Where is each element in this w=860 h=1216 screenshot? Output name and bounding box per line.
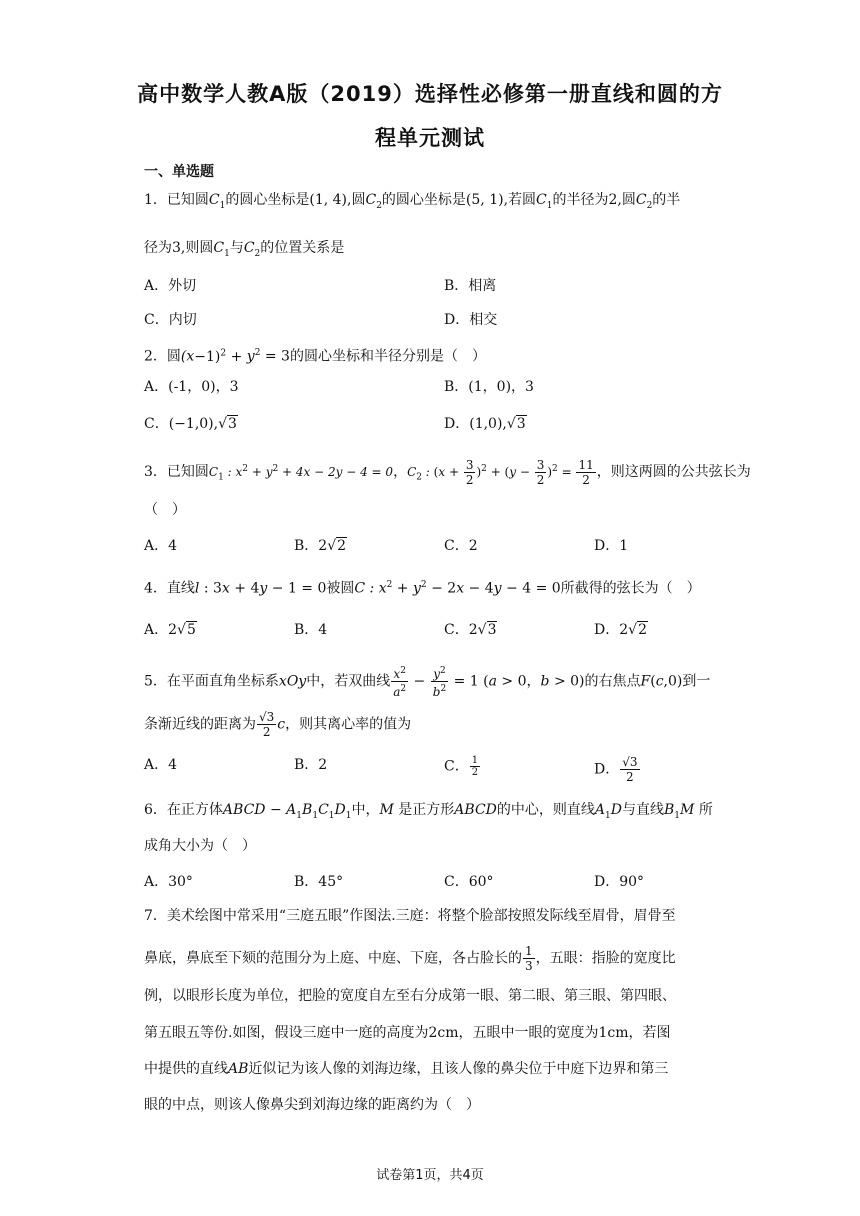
question-7-line-1: 7．美术绘图中常采用“三庭五眼”作图法.三庭：将整个脸部按照发际线至眉骨，眉骨至 bbox=[144, 908, 676, 924]
q4-option-a: A．2√5 bbox=[144, 622, 196, 638]
q4-option-c: C．2√3 bbox=[444, 622, 497, 638]
question-7-line-3: 例，以眼形长度为单位，把脸的宽度自左至右分成第一眼、第二眼、第三眼、第四眼、 bbox=[144, 988, 676, 1004]
q2-option-a: A．(-1，0)，3 bbox=[144, 379, 239, 395]
question-3-line-2: （ ） bbox=[144, 502, 186, 518]
q5-option-b: B．2 bbox=[294, 757, 328, 773]
q2-option-b: B．(1，0)，3 bbox=[444, 379, 534, 395]
q6-option-c: C．60° bbox=[444, 874, 494, 890]
question-7-line-2: 鼻底，鼻底至下颏的范围分为上庭、中庭、下庭，各占脸长的 $\frac{1}{3}$ ，五眼：指脸的宽度比 bbox=[144, 944, 676, 973]
q5-option-a: A．4 bbox=[144, 757, 178, 773]
page-title-line-1: 高中数学人教A版（2019）选择性必修第一册直线和圆的方 bbox=[137, 82, 723, 106]
question-7-line-5: 中提供的直线AB近似记为该人像的刘海边缘，且该人像的鼻尖位于中庭下边界和第三 bbox=[144, 1061, 669, 1077]
question-2: 2．圆$(x-1)^2 + y^2 = 3$的圆心坐标和半径分别是（ ） bbox=[144, 348, 486, 365]
section-heading: 一、单选题 bbox=[144, 164, 214, 180]
q2-option-c: C．(−1,0),√3 bbox=[144, 416, 237, 432]
page-title-line-2: 程单元测试 bbox=[375, 126, 485, 150]
question-1-line-1: 1．已知圆$C_1$的圆心坐标是(1, 4),圆$C_2$的圆心坐标是(5, 1),若圆$C_1$的半径为2,圆$C_2$的半 bbox=[144, 192, 681, 211]
q3-option-a: A．4 bbox=[144, 538, 178, 554]
question-5-line-1: 5．在平面直角坐标系xOy中，若双曲线 $\frac{x^2}{a^2}$ − $\frac{y^2}{b^2}$ = 1 (a > 0，b > 0)的右焦点F(c,0)到一 bbox=[144, 666, 711, 699]
q6-option-a: A．30° bbox=[144, 874, 193, 890]
q5-option-d: D． $\frac{√3}{2}$ bbox=[594, 755, 638, 784]
question-7-line-4: 第五眼五等份.如图，假设三庭中一庭的高度为2cm，五眼中一眼的宽度为1cm，若图 bbox=[144, 1025, 671, 1041]
q2-option-d: D．(1,0),√3 bbox=[444, 416, 526, 432]
page-footer: 试卷第1页，共4页 bbox=[376, 1168, 484, 1183]
question-4: 4．直线l : 3x + 4y − 1 = 0被圆C : $x^2 + y^2 - 2x - 4y - 4 = 0$所截得的弦长为（ ） bbox=[144, 580, 701, 597]
q5-option-c: C． $\frac{1}{2}$ bbox=[444, 755, 479, 778]
q1-option-a: A．外切 bbox=[144, 278, 197, 294]
q1-option-c: C．内切 bbox=[144, 312, 197, 328]
q4-option-b: B．4 bbox=[294, 622, 328, 638]
q3-option-b: B．2√2 bbox=[294, 538, 347, 554]
q1-option-d: D．相交 bbox=[444, 312, 498, 328]
q6-option-d: D．90° bbox=[594, 874, 645, 890]
question-7-line-6: 眼的中点，则该人像鼻尖到刘海边缘的距离约为（ ） bbox=[144, 1097, 480, 1113]
q1-option-b: B．相离 bbox=[444, 278, 497, 294]
question-5-line-2: 条渐近线的距离为 $\frac{√3}{2}$ c，则其离心率的值为 bbox=[144, 710, 412, 739]
q3-option-c: C．2 bbox=[444, 538, 478, 554]
q6-option-b: B．45° bbox=[294, 874, 344, 890]
q4-option-d: D．2√2 bbox=[594, 622, 647, 638]
question-6-line-2: 成角大小为（ ） bbox=[144, 838, 256, 854]
question-6-line-1: 6．在正方体ABCD − $A_1B_1C_1D_1$中，M 是正方形ABCD的中心，则直线$A_1D$与直线$B_1M$ 所 bbox=[144, 802, 713, 821]
question-3-line-1: 3．已知圆$C_1$ : $x^2 + y^2 + 4x - 2y - 4 = 0$，$C_2$ : (x + $\frac{3}{2}$ )$^2$ + (y − $\frac{3}{2}$ )$^2$ = $\frac{11}{2}$ ，则这两圆的公共弦长为 bbox=[144, 458, 751, 487]
q3-option-d: D．1 bbox=[594, 538, 629, 554]
question-1-line-2: 径为3,则圆$C_1$与$C_2$的位置关系是 bbox=[144, 240, 345, 259]
